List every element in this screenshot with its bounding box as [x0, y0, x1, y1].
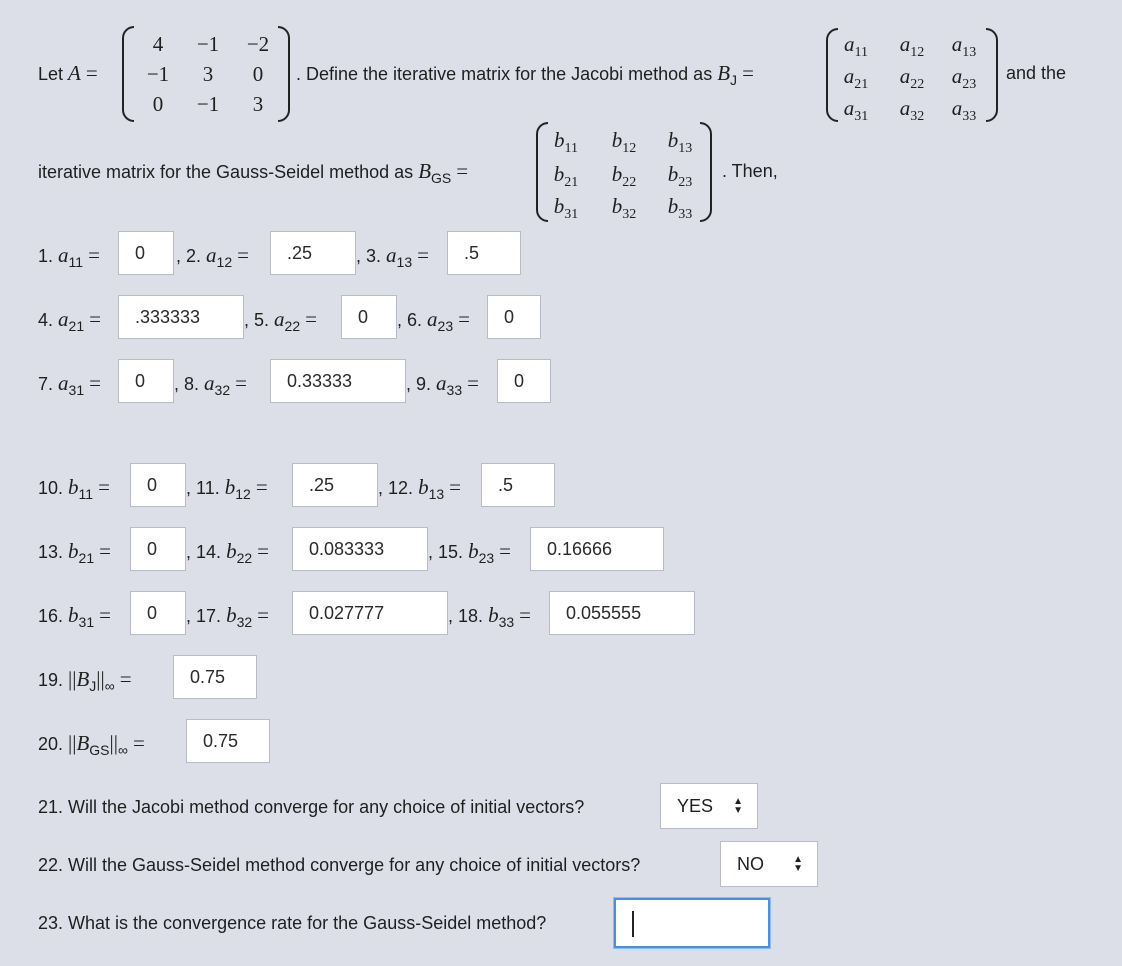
q15-label: , 15. $b_{23}$ =: [428, 539, 511, 566]
q19-answer-field[interactable]: 0.75: [173, 655, 257, 699]
q22-select[interactable]: [720, 841, 818, 887]
q18-label: , 18. $b_{33}$ =: [448, 603, 531, 630]
q5-answer-field[interactable]: 0: [341, 295, 397, 339]
q8-label: , 8. $a_{32}$ =: [174, 371, 247, 398]
matrix-bgs-cell: $b_{11}$: [554, 128, 578, 156]
q15-answer-field[interactable]: 0.16666: [530, 527, 664, 571]
matrix-a: [122, 26, 290, 122]
q8-answer-field[interactable]: 0.33333: [270, 359, 406, 403]
matrix-a-cell: 0: [152, 92, 164, 116]
let-text: Let A =: [38, 61, 98, 85]
matrix-bj-cell: $a_{12}$: [899, 32, 925, 60]
matrix-bj-cell: $a_{32}$: [899, 96, 925, 124]
matrix-bj-cell: $a_{23}$: [951, 64, 977, 92]
matrix-bgs-cell: $b_{22}$: [611, 162, 637, 190]
matrix-a-cell: −1: [196, 32, 220, 56]
q1-answer-field[interactable]: 0: [118, 231, 174, 275]
q2-label: , 2. $a_{12}$ =: [176, 243, 249, 270]
matrix-a-cell: 0: [252, 62, 264, 86]
q16-answer-field[interactable]: 0: [130, 591, 186, 635]
matrix-bj-cell: $a_{13}$: [951, 32, 977, 60]
q6-label: , 6. $a_{23}$ =: [397, 307, 470, 334]
q3-answer-field[interactable]: .5: [447, 231, 521, 275]
matrix-bgs-cell: $b_{21}$: [553, 162, 579, 190]
matrix-a-cell: 3: [202, 62, 214, 86]
q18-answer-field[interactable]: 0.055555: [549, 591, 695, 635]
q10-label: 10. $b_{11}$ =: [38, 475, 110, 502]
matrix-bj: [826, 28, 998, 122]
q21-question: 21. Will the Jacobi method converge for any choice of initial vectors?: [38, 797, 585, 817]
matrix-bgs-cell: $b_{23}$: [667, 162, 693, 190]
matrix-bgs-cell: $b_{31}$: [553, 194, 579, 222]
matrix-bgs-cell: $b_{33}$: [667, 194, 693, 222]
matrix-bj-cell: $a_{33}$: [951, 96, 977, 124]
q2-answer-field[interactable]: .25: [270, 231, 356, 275]
select-arrows-icon: ▲ ▼: [793, 854, 803, 874]
text-cursor: [632, 911, 634, 937]
matrix-bj-cell: $a_{31}$: [843, 96, 869, 124]
q22-question: 22. Will the Gauss-Seidel method converge for any choice of initial vectors?: [38, 855, 641, 875]
matrix-a-cell: 4: [152, 32, 164, 56]
matrix-a-cell: −2: [246, 32, 270, 56]
matrix-bgs-cell: $b_{12}$: [611, 128, 637, 156]
q21-selected-value: YES: [677, 796, 714, 816]
q20-answer-field[interactable]: 0.75: [186, 719, 270, 763]
q9-label: , 9. $a_{33}$ =: [406, 371, 479, 398]
q14-label: , 14. $b_{22}$ =: [186, 539, 269, 566]
q3-label: , 3. $a_{13}$ =: [356, 243, 429, 270]
q19-label: 19. $||B_J||_\infty$ =: [38, 667, 132, 694]
q11-label: , 11. $b_{12}$ =: [186, 475, 268, 502]
q5-label: , 5. $a_{22}$ =: [244, 307, 317, 334]
q7-label: 7. $a_{31}$ =: [38, 371, 101, 398]
gs-text: iterative matrix for the Gauss-Seidel method as $B_{GS}$ =: [38, 159, 469, 186]
q6-answer-field[interactable]: 0: [487, 295, 541, 339]
matrix-bj-cell: $a_{11}$: [844, 32, 868, 60]
matrix-a-cell: −1: [146, 62, 170, 86]
q20-label: 20. $||B_{GS}||_\infty$ =: [38, 731, 145, 758]
matrix-bgs: [536, 122, 712, 222]
q12-label: , 12. $b_{13}$ =: [378, 475, 461, 502]
q9-answer-field[interactable]: 0: [497, 359, 551, 403]
matrix-a-cell: 3: [252, 92, 264, 116]
q23-question: 23. What is the convergence rate for the Gauss-Seidel method?: [38, 913, 547, 933]
q7-answer-field[interactable]: 0: [118, 359, 174, 403]
then-text: . Then,: [722, 161, 778, 181]
q23-answer-field[interactable]: [614, 898, 770, 948]
matrix-bj-cell: $a_{22}$: [899, 64, 925, 92]
matrix-bgs-cell: $b_{13}$: [667, 128, 693, 156]
q14-answer-field[interactable]: 0.083333: [292, 527, 428, 571]
q16-label: 16. $b_{31}$ =: [38, 603, 111, 630]
q17-answer-field[interactable]: 0.027777: [292, 591, 448, 635]
q21-select[interactable]: [660, 783, 758, 829]
and-the-text: and the: [1006, 63, 1067, 83]
q12-answer-field[interactable]: .5: [481, 463, 555, 507]
q17-label: , 17. $b_{32}$ =: [186, 603, 269, 630]
select-arrows-icon: ▲ ▼: [733, 796, 743, 816]
matrix-a-cell: −1: [196, 92, 220, 116]
q22-selected-value: NO: [737, 854, 764, 874]
matrix-bj-cell: $a_{21}$: [843, 64, 869, 92]
q13-answer-field[interactable]: 0: [130, 527, 186, 571]
q1-label: 1. $a_{11}$ =: [38, 243, 100, 270]
define-jacobi-text: . Define the iterative matrix for the Jacobi method as $B_J$ =: [296, 61, 754, 88]
matrix-bgs-cell: $b_{32}$: [611, 194, 637, 222]
q11-answer-field[interactable]: .25: [292, 463, 378, 507]
q4-label: 4. $a_{21}$ =: [38, 307, 101, 334]
q10-answer-field[interactable]: 0: [130, 463, 186, 507]
q4-answer-field[interactable]: .333333: [118, 295, 244, 339]
q13-label: 13. $b_{21}$ =: [38, 539, 111, 566]
